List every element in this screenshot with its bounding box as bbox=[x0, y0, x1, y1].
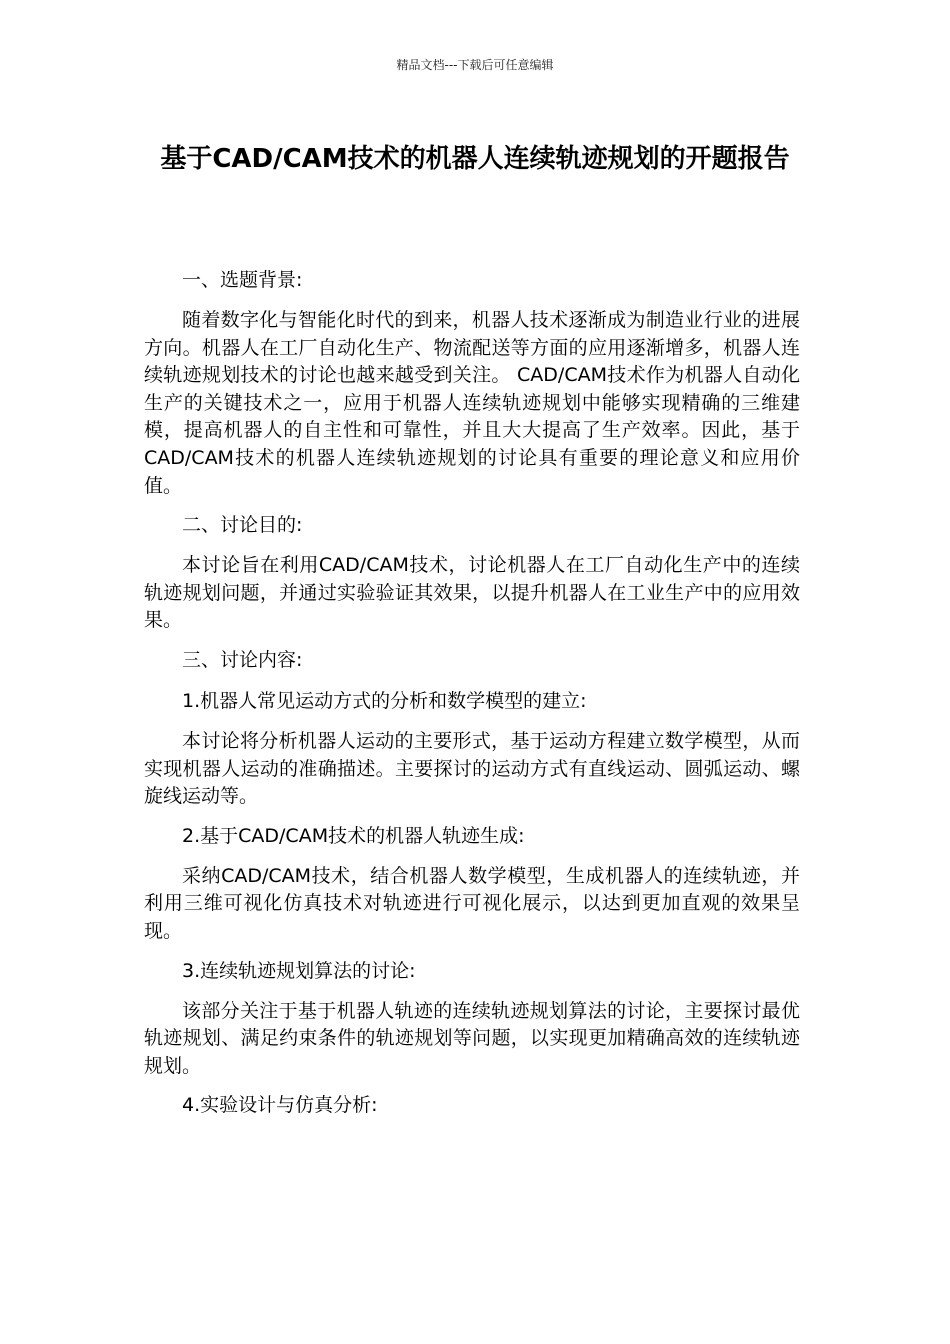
section-heading: 三、讨论内容: bbox=[182, 648, 303, 671]
subsection-heading: 4.实验设计与仿真分析: bbox=[182, 1094, 378, 1117]
section-heading: 二、讨论目的: bbox=[182, 514, 303, 537]
subsection-experiment bbox=[144, 1091, 800, 1119]
section-paragraph: 随着数字化与智能化时代的到来，机器人技术逐渐成为制造业行业的进展方向。机器人在工厂自动化生产、物流配送等方面的应用逐渐增多，机器人连续轨迹规划技术的讨论也越来越受到关注。 CAD/CAM技术作为机器人自动化生产的关键技术之一，应用于机器人连续轨迹规划中能够实现精确的三维建模，提高机器人的自主性和可靠性，并且大大提高了生产效率。因此，基于CAD/CAM技术的机器人连续轨迹规划的讨论具有重要的理论意义和应用价值。 bbox=[144, 309, 800, 497]
subsection-paragraph: 该部分关注于基于机器人轨迹的连续轨迹规划算法的讨论，主要探讨最优轨迹规划、满足约束条件的轨迹规划等问题，以实现更加精确高效的连续轨迹规划。 bbox=[144, 999, 800, 1077]
document-title: 基于CAD/CAM技术的机器人连续轨迹规划的开题报告 bbox=[160, 144, 790, 174]
section-content bbox=[144, 646, 800, 674]
subsection-heading: 1.机器人常见运动方式的分析和数学模型的建立: bbox=[182, 689, 587, 712]
page-header: 精品文档---下载后可任意编辑 bbox=[396, 58, 554, 72]
section-paragraph: 本讨论旨在利用CAD/CAM技术，讨论机器人在工厂自动化生产中的连续轨迹规划问题，并通过实验验证其效果，以提升机器人在工业生产中的应用效果。 bbox=[144, 554, 800, 632]
section-background bbox=[144, 266, 800, 500]
subsection-heading: 2.基于CAD/CAM技术的机器人轨迹生成: bbox=[182, 824, 525, 847]
document-body bbox=[144, 266, 800, 1132]
subsection-planning-algorithm bbox=[144, 957, 800, 1081]
section-purpose bbox=[144, 511, 800, 635]
section-heading: 一、选题背景: bbox=[182, 269, 303, 291]
subsection-paragraph: 本讨论将分析机器人运动的主要形式，基于运动方程建立数学模型，从而实现机器人运动的准确描述。主要探讨的运动方式有直线运动、圆弧运动、螺旋线运动等。 bbox=[144, 729, 800, 808]
subsection-trajectory-generation bbox=[144, 822, 800, 946]
subsection-paragraph: 采纳CAD/CAM技术，结合机器人数学模型，生成机器人的连续轨迹，并利用三维可视化仿真技术对轨迹进行可视化展示，以达到更加直观的效果呈现。 bbox=[144, 864, 800, 942]
subsection-motion-model bbox=[144, 687, 800, 811]
subsection-heading: 3.连续轨迹规划算法的讨论: bbox=[182, 959, 416, 982]
